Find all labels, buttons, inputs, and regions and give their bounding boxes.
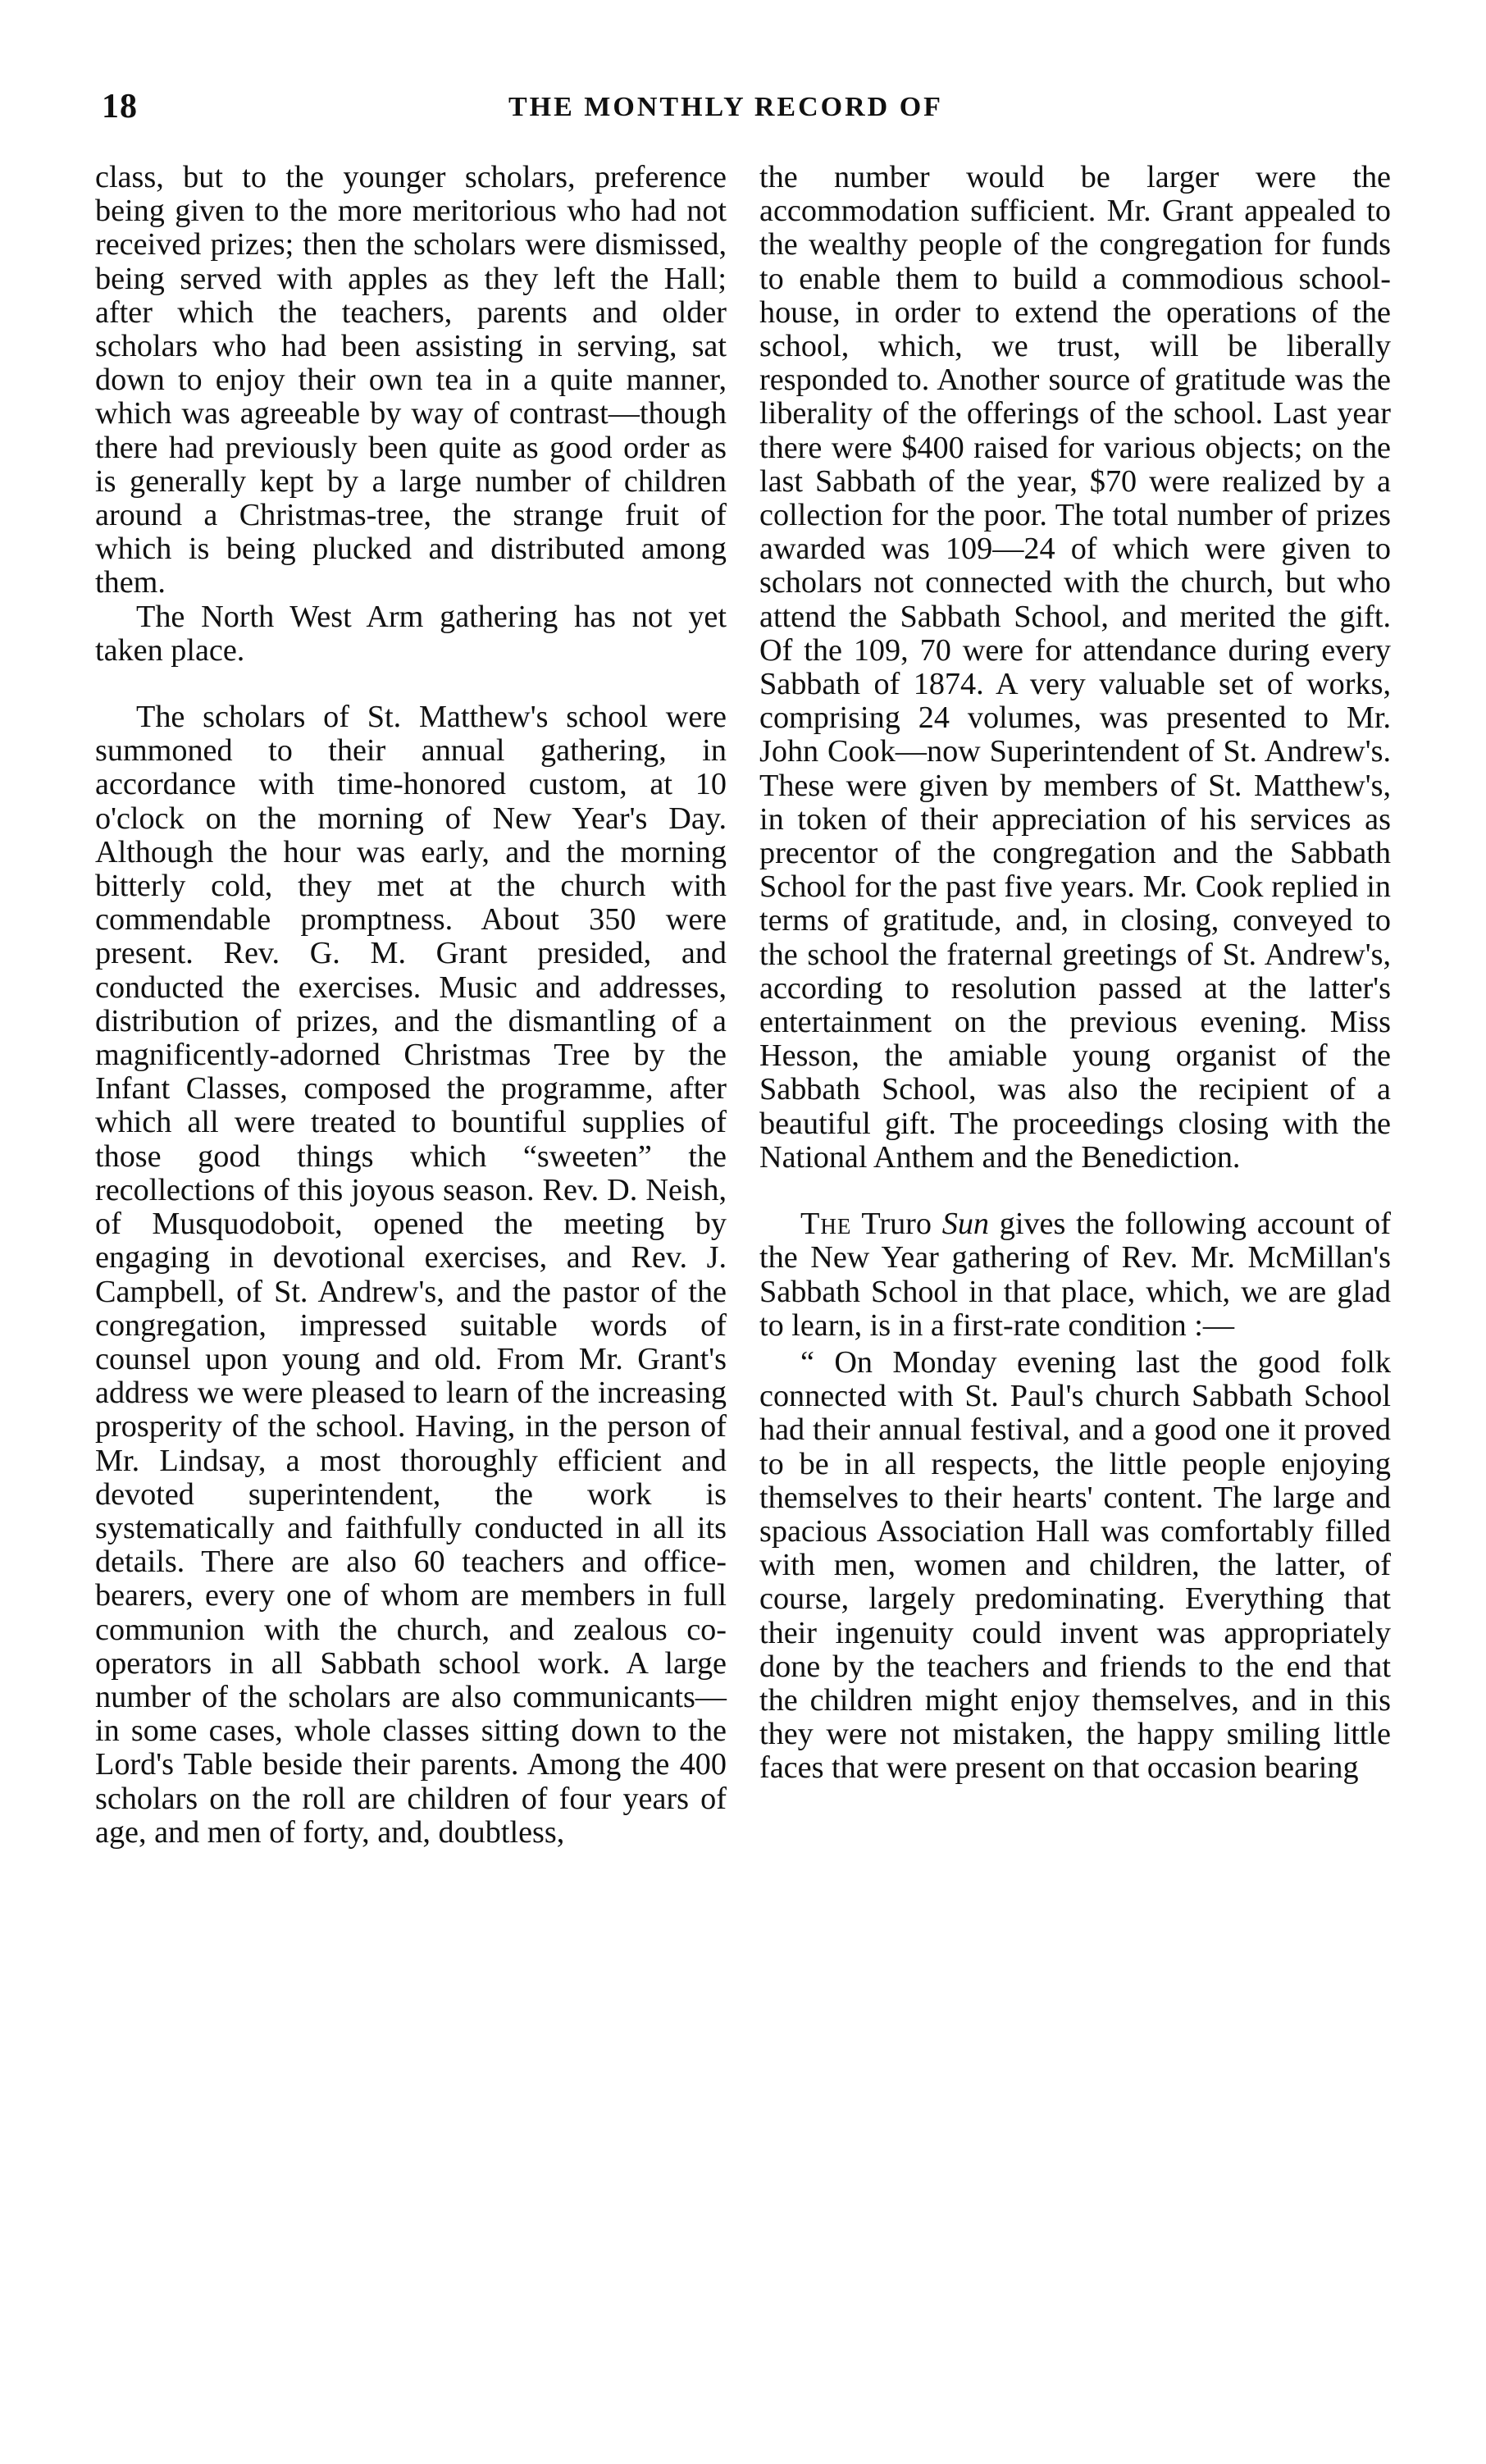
right-column bbox=[759, 161, 1391, 1786]
left-column bbox=[95, 161, 727, 1850]
paragraph-continuation: class, but to the younger scholars, preference being given to the more meritorious who had not received prizes; then the scholars were dismissed, being served with apples as they left the Hall; after which the teachers, parents and older scholars who had been assisting in serving, sat down to enjoy their own tea in a quite manner, which was agreeable by way of contrast—though there had previously been quite as good order as is generally kept by a large number of children around a Christmas-tree, the strange fruit of which is being plucked and distributed among them. bbox=[95, 160, 727, 600]
paragraph-north-west-arm: The North West Arm gathering has not yet taken place. bbox=[95, 599, 727, 668]
truro-rest: gives the following account of the New Year gathering of Rev. Mr. McMillan's Sabbath School in that place, which, we are glad to learn, is in a first-rate condition :— bbox=[759, 1207, 1391, 1343]
truro-text: Truro bbox=[851, 1207, 942, 1242]
page-number: 18 bbox=[102, 88, 138, 125]
paragraph-quote-monday: “ On Monday evening last the good folk connected with St. Paul's church Sabbath School had their annual festival, and a good one it proved to be in all respects, the little people enjoying themselves to their hearts' content. The large and spacious Association Hall was comfortably filled with men, women and children, the latter, of course, largely predominating. Everything that their ingenuity could invent was appropriately done by the teachers and friends to the end that the children might enjoy themselves, and in this they were not mistaken, the happy smiling little faces that were present on that occasion bearing bbox=[759, 1344, 1391, 1786]
paragraph-st-matthews: The scholars of St. Matthew's school were summoned to their annual gathering, in accordance with time-honored custom, at 10 o'clock on the morning of New Year's Day. Although the hour was early, and the morning bitterly cold, they met at the church with commendable promptness. About 350 were present. Rev. G. M. Grant presided, and conducted the exercises. Music and addresses, distribution of prizes, and the dismantling of a magnificently-adorned Christmas Tree by the Infant Classes, composed the programme, after which all were treated to bountiful supplies of those good things which “sweeten” the recollections of this joyous season. Rev. D. Neish, of Musquodoboit, opened the meeting by engaging in devotional exercises, and Rev. J. Campbell, of St. Andrew's, and the pastor of the congregation, impressed suitable words of counsel upon young and old. From Mr. Grant's address we were pleased to learn of the increasing prosperity of the school. Having, in the person of Mr. Lindsay, a most thoroughly efficient and devoted superintendent, the work is systematically and faithfully conducted in all its details. There are also 60 teachers and office-bearers, every one of whom are members in full communion with the church, and zealous co-operators in all Sabbath school work. A large number of the scholars are also communicants—in some cases, whole classes sitting down to the Lord's Table beside their parents. Among the 400 scholars on the roll are children of four years of age, and men of forty, and, doubtless, bbox=[95, 700, 727, 1850]
paragraph-truro-sun bbox=[759, 1207, 1391, 1343]
newspaper-name: Sun bbox=[941, 1207, 989, 1242]
small-caps-lead: The bbox=[800, 1207, 852, 1242]
paragraph-continuation-right: the number would be larger were the accommodation sufficient. Mr. Grant appealed to the wealthy people of the congregation for funds to enable them to build a commodious school-house, in order to extend the operations of the school, which, we trust, will be liberally responded to. Another source of gratitude was the liberality of the offerings of the school. Last year there were $400 raised for various objects; on the last Sabbath of the year, $70 were realized by a collection for the poor. The total number of prizes awarded was 109—24 of which were given to scholars not connected with the church, but who attend the Sabbath School, and merited the gift. Of the 109, 70 were for attendance during every Sabbath of 1874. A very valuable set of works, comprising 24 volumes, was presented to Mr. John Cook—now Superintendent of St. Andrew's. These were given by members of St. Matthew's, in token of their appreciation of his services as precentor of the congregation and the Sabbath School for the past five years. Mr. Cook replied in terms of gratitude, and, in closing, conveyed to the school the fraternal greetings of St. Andrew's, according to resolution passed at the latter's entertainment on the previous evening. Miss Hesson, the amiable young organist of the Sabbath School, was also the recipient of a beautiful gift. The proceedings closing with the National Anthem and the Benediction. bbox=[759, 160, 1391, 1175]
running-head: THE MONTHLY RECORD OF bbox=[508, 92, 943, 122]
